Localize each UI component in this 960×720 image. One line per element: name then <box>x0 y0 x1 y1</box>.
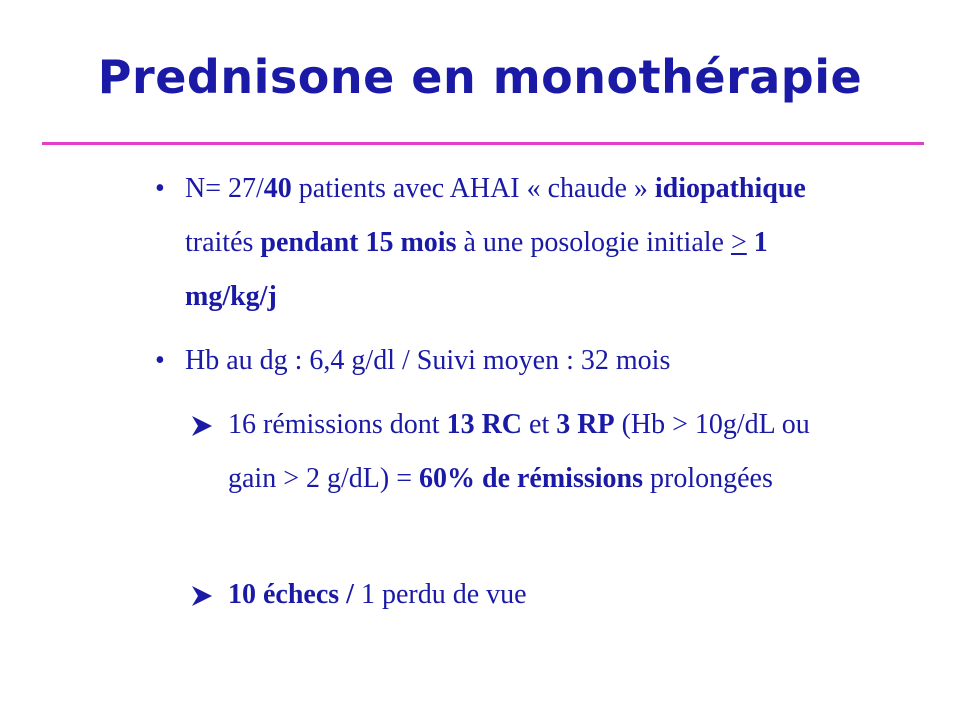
sub-bullet-item <box>190 398 860 506</box>
bullet-dot-icon: • <box>155 173 165 204</box>
sub-bullet-text-part: prolongées <box>643 463 773 494</box>
sub-bullet-text-part: 13 RC <box>446 409 523 440</box>
sub-bullet-text-part: 16 rémissions dont <box>228 409 447 440</box>
bullet-dot-icon: • <box>155 345 165 376</box>
sub-bullet-item <box>190 568 860 622</box>
bullet-text-part: Hb au dg : 6,4 g/dl / Suivi moyen : 32 mois <box>185 345 671 376</box>
bullet-text-part: 1 mg/kg/j <box>185 227 768 312</box>
sub-bullet-text-part: et <box>522 409 557 440</box>
sub-bullet-text-part: 1 perdu de vue <box>353 579 527 610</box>
sub-bullet-text-part: 10 échecs / <box>228 579 354 610</box>
sub-bullet-text-part: 3 RP <box>556 409 615 440</box>
sub-bullet-text <box>190 398 860 506</box>
bullet-text-part: à une posologie initiale <box>456 227 731 258</box>
bullet-text-part: patients avec AHAI « chaude » <box>291 173 655 204</box>
bullet-text-part: N= 27/ <box>185 173 264 204</box>
bullet-text-part: traités <box>185 227 261 258</box>
sub-bullet-text-part: (Hb > 10g/dL ou gain > 2 g/dL) = <box>228 409 810 494</box>
slide-title: Prednisone en monothérapie <box>97 50 863 104</box>
arrow-bullet-icon <box>190 414 214 438</box>
bullet-item <box>155 162 855 324</box>
bullet-text-part: 40 <box>263 173 292 204</box>
bullet-text-part: pendant 15 mois <box>260 227 457 258</box>
bullet-text-part: idiopathique <box>654 173 806 204</box>
bullet-item <box>155 334 855 388</box>
bullet-text-part: > <box>730 227 747 258</box>
bullet-text <box>155 334 855 388</box>
arrow-bullet-icon <box>190 584 214 608</box>
sub-bullet-text-part: 60% de rémissions <box>419 463 643 494</box>
bullet-text <box>155 162 855 324</box>
sub-bullet-text <box>190 568 860 622</box>
